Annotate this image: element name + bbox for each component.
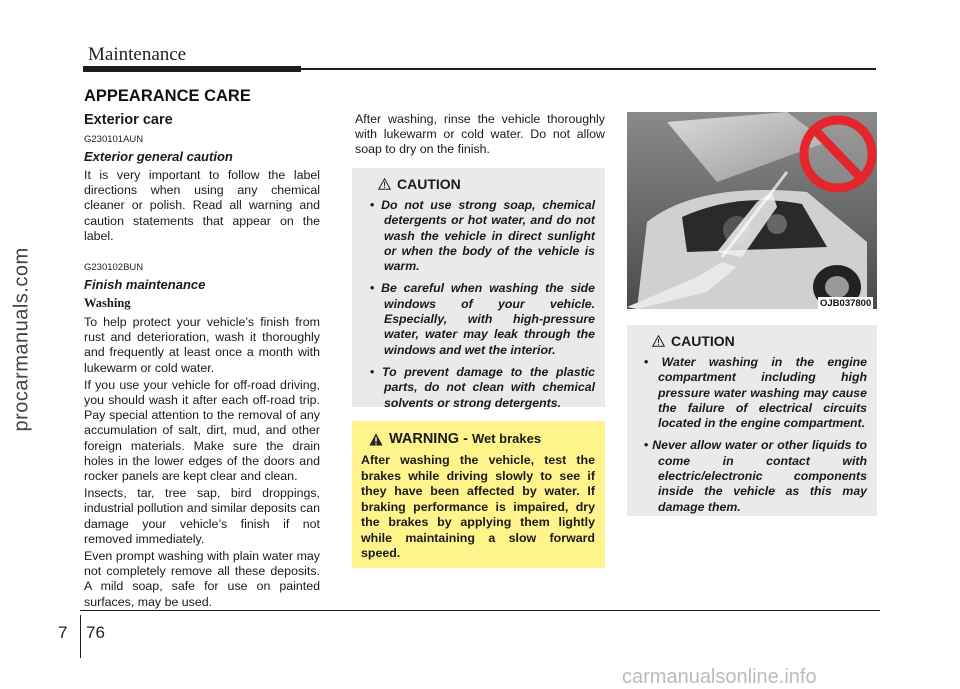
warning-title: WARNING -: [389, 431, 472, 447]
prohibition-sign-icon: [795, 112, 877, 200]
paragraph: Insects, tar, tree sap, bird droppings, industrial pollution and similar deposits can damage your vehicle’s finish if not removed immediately.: [84, 486, 320, 546]
image-caption: OJB037800: [820, 298, 872, 309]
footer-rule: [80, 610, 880, 611]
list-item: • Water washing in the engine compartment including high pressure water washing may cause the failure of electrical circuits located in the engine compartment.: [638, 355, 867, 431]
chapter-number: 7: [58, 623, 68, 642]
paragraph: If you use your vehicle for off-road driving, you should wash it after each off-road trip. Pay special attention to the removal of any accumulation of salt, dirt, mud, and other foreign materials. Make sure the drain holes in the lower edges of the doors and rocker panels are kept clear and clean.: [84, 377, 320, 484]
list-item: • Be careful when washing the side windows of your vehicle. Especially, with high-pressure water, water may leak through the windows and wet the interior.: [364, 281, 595, 357]
engine-washing-illustration: [627, 112, 877, 309]
caution-box: [627, 325, 877, 516]
caution-triangle-icon: [652, 335, 665, 347]
header-rule-thick: [83, 66, 301, 72]
caution-title: CAUTION: [671, 333, 735, 349]
warning-subtitle: Wet brakes: [471, 431, 542, 446]
bottom-watermark: carmanualsonline.info: [622, 666, 817, 688]
exterior-care-heading: Exterior care: [84, 112, 173, 128]
chapter-title: APPEARANCE CARE: [84, 87, 251, 105]
warning-text: After washing the vehicle, test the brakes while driving slowly to see if they have been affected by water. If braking performance is impaired, dry the brakes by applying them lightly while maintaining a slow forward speed.: [361, 453, 595, 560]
caution-title: CAUTION: [397, 176, 461, 192]
list-item: • To prevent damage to the plastic parts, do not clean with chemical solvents or strong detergents.: [364, 365, 595, 411]
column-middle-intro: [355, 112, 605, 158]
paragraph: To help protect your vehicle’s finish from rust and deterioration, wash it thoroughly and frequently at least once a month with lukewarm or cold water.: [84, 315, 320, 375]
section-code: G230102BUN: [84, 262, 144, 274]
warning-box: [352, 421, 605, 568]
warning-triangle-icon: [369, 433, 383, 446]
list-item: • Never allow water or other liquids to come in contact with electric/electronic components inside the vehicle as this may damage them.: [638, 438, 867, 514]
paragraph: Even prompt washing with plain water may not completely remove all these deposits. A mild soap, safe for use on painted surfaces, may be used.: [84, 549, 320, 609]
caution-list: [364, 198, 595, 411]
caution-list: [638, 355, 867, 515]
section-code: G230101AUN: [84, 134, 144, 145]
section-header: Maintenance: [88, 44, 187, 65]
caution-triangle-icon: [378, 178, 391, 190]
list-item: • Do not use strong soap, chemical detergents or hot water, and do not wash the vehicle in direct sunlight or when the body of the vehicle is warm.: [364, 198, 595, 274]
paragraph: After washing, rinse the vehicle thoroughly with lukewarm or cold water. Do not allow soap to dry on the finish.: [355, 112, 605, 157]
subheading-washing: Washing: [84, 296, 131, 311]
column-left: [84, 112, 320, 610]
caution-box: [352, 168, 605, 410]
subheading-general-caution: Exterior general caution: [84, 149, 233, 164]
side-watermark: procarmanuals.com: [10, 247, 33, 432]
page-number: 76: [86, 623, 105, 642]
subheading-finish-maintenance: Finish maintenance: [84, 277, 206, 293]
header-rule-thin: [301, 68, 876, 70]
paragraph: It is very important to follow the label directions when using any chemical cleaner or polish. Read all warning and caution statements that appear on the label.: [84, 168, 320, 243]
footer-divider: [80, 615, 81, 658]
